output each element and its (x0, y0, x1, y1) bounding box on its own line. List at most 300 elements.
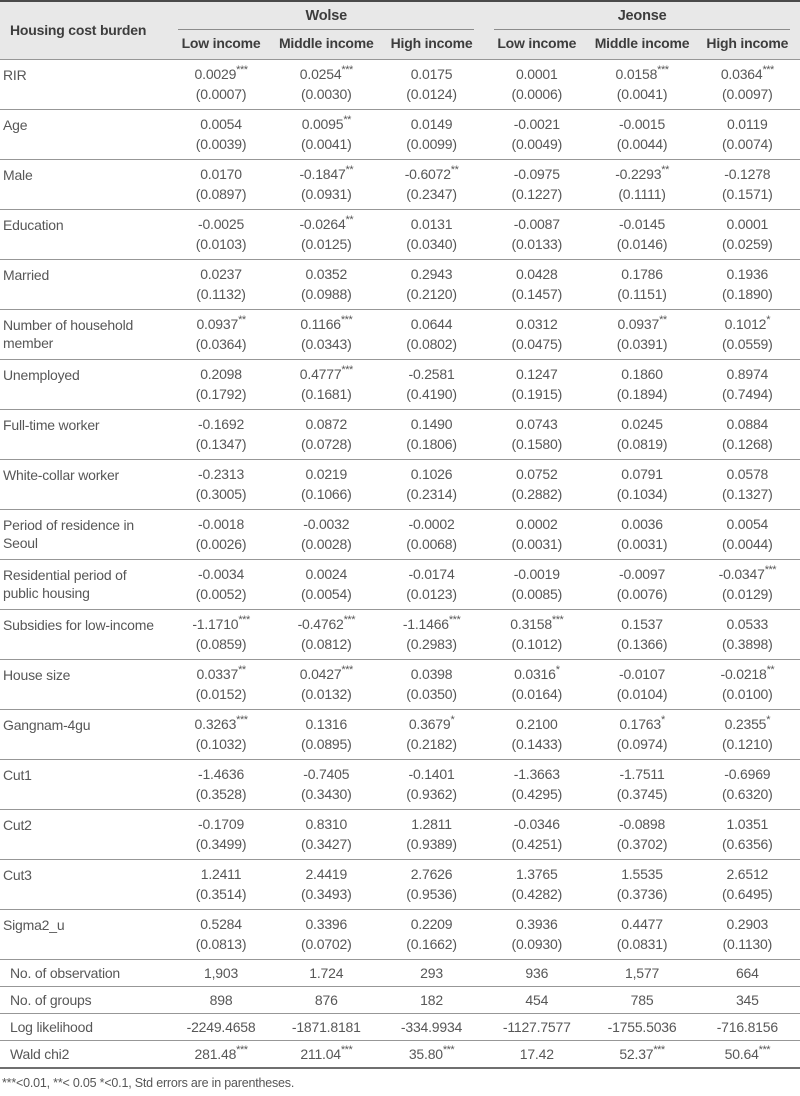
significance-stars: *** (657, 64, 669, 76)
coef-cell-value: 0.1012 (724, 316, 767, 332)
se-cell: (0.1894) (616, 386, 668, 402)
se-cell: (0.0124) (406, 86, 457, 102)
summary-cell (379, 987, 484, 1014)
row-label: House size (0, 660, 168, 710)
se-cell: (0.1210) (722, 736, 773, 752)
coef-cell (379, 210, 484, 236)
coef-cell (274, 710, 379, 736)
summary-cell-value: 1,903 (204, 964, 239, 981)
coef-cell (695, 360, 800, 386)
se-cell: (0.0068) (406, 536, 457, 552)
coef-cell (379, 60, 484, 86)
coef-cell (274, 210, 379, 236)
summary-cell-value: -2249.4658 (186, 1018, 256, 1035)
coef-cell-value: 0.2943 (410, 266, 453, 282)
coef-cell-value: 0.1490 (410, 416, 453, 432)
se-cell: (0.0931) (301, 186, 352, 202)
summary-cell (274, 1041, 379, 1069)
coef-cell-value: -0.6072 (404, 166, 451, 182)
variable-coef-row (0, 610, 800, 636)
se-cell: (0.1580) (511, 436, 563, 452)
coef-cell-value: 0.0398 (410, 666, 453, 682)
summary-cell-value: -1127.7577 (502, 1018, 571, 1035)
coef-cell-value: 1.2811 (411, 816, 452, 832)
coef-cell-value: 0.0364 (720, 66, 763, 82)
coef-cell (484, 510, 589, 536)
coef-cell (274, 810, 379, 836)
summary-cell-value: 50.64 (724, 1045, 759, 1062)
coef-cell (168, 260, 273, 286)
coef-cell-value: 0.1166 (300, 316, 341, 332)
coef-cell (589, 510, 694, 536)
coef-cell-value: -0.0975 (513, 166, 560, 182)
coef-cell-value: -0.0346 (513, 816, 560, 832)
coef-cell-value: 0.0158 (615, 66, 658, 82)
group-label-wolse: Wolse (178, 8, 474, 30)
coef-cell (168, 310, 273, 336)
summary-cell-value: 1,577 (625, 964, 660, 981)
coef-cell-value: -0.0347 (718, 566, 765, 582)
coef-cell-value: 1.2411 (200, 866, 242, 882)
se-cell: (0.9362) (406, 786, 457, 802)
variable-coef-row (0, 860, 800, 886)
summary-cell-value: 345 (735, 991, 759, 1008)
coef-cell (379, 110, 484, 136)
coef-cell (484, 260, 589, 286)
coef-cell (274, 860, 379, 886)
coef-cell-value: -0.0898 (618, 816, 666, 832)
se-cell: (0.0343) (301, 336, 352, 352)
coef-cell-value: 0.0752 (515, 466, 558, 482)
summary-label: Log likelihood (0, 1014, 168, 1041)
se-cell: (0.3493) (301, 886, 352, 902)
summary-cell (274, 987, 379, 1014)
coef-cell (168, 760, 273, 786)
coef-cell (589, 360, 694, 386)
significance-stars: * (766, 314, 771, 326)
summary-cell-value: 52.37 (619, 1045, 654, 1062)
coef-cell-value: 0.0245 (621, 416, 663, 432)
coef-cell (484, 110, 589, 136)
se-cell: (0.6495) (722, 886, 773, 902)
coef-cell (695, 510, 800, 536)
summary-cell (168, 1041, 273, 1069)
summary-cell (695, 987, 800, 1014)
se-cell: (0.2882) (511, 486, 563, 502)
coef-cell-value: 0.2209 (410, 916, 453, 932)
variable-coef-row (0, 510, 800, 536)
row-label: Sigma2_u (0, 910, 168, 960)
row-label: Cut3 (0, 860, 168, 910)
row-label: Number of household member (0, 310, 168, 360)
coef-cell (589, 210, 694, 236)
se-cell: (0.0041) (616, 86, 668, 102)
coef-cell-value: 2.4419 (305, 866, 348, 882)
coef-cell-value: 0.2098 (200, 366, 242, 382)
se-cell: (0.0802) (406, 336, 457, 352)
summary-cell-value: 281.48 (194, 1045, 237, 1062)
coef-cell-value: 0.0001 (515, 66, 558, 82)
significance-stars: ** (659, 314, 667, 326)
coef-cell (168, 910, 273, 936)
coef-cell-value: 0.1537 (621, 616, 663, 632)
coef-cell (274, 510, 379, 536)
coef-cell (484, 760, 589, 786)
subheader-jeonse-high: High income (706, 35, 789, 51)
se-cell: (0.3528) (195, 786, 247, 802)
significance-stars: *** (236, 1043, 248, 1056)
significance-stars: *** (551, 614, 564, 626)
coef-cell-value: 0.1316 (305, 716, 348, 732)
coef-cell-value: -0.0032 (303, 516, 350, 532)
se-cell: (0.1034) (616, 486, 668, 502)
coef-cell-value: 0.1763 (619, 716, 661, 732)
coef-cell-value: 0.3158 (510, 616, 552, 632)
significance-stars: ** (238, 664, 246, 676)
summary-row (0, 960, 800, 987)
significance-stars: *** (343, 614, 355, 626)
se-cell: (0.0074) (722, 136, 773, 152)
se-cell: (0.0123) (406, 586, 457, 602)
coef-cell (168, 560, 273, 586)
variable-coef-row (0, 460, 800, 486)
se-cell: (0.0813) (195, 936, 247, 952)
significance-stars: * (555, 664, 560, 676)
significance-stars: ** (343, 114, 351, 126)
se-cell: (0.0559) (722, 336, 773, 352)
summary-cell (484, 960, 589, 987)
significance-stars: ** (450, 164, 459, 176)
se-cell: (0.0007) (195, 86, 247, 102)
subheader-jeonse-low: Low income (497, 35, 577, 51)
coef-cell-value: 1.0351 (726, 816, 769, 832)
se-cell: (0.6356) (722, 836, 773, 852)
coef-cell-value: -0.0021 (513, 116, 560, 132)
summary-cell-value: -1755.5036 (607, 1018, 677, 1035)
coef-cell (484, 910, 589, 936)
coef-cell (274, 310, 379, 336)
row-label: Unemployed (0, 360, 168, 410)
coef-cell (695, 460, 800, 486)
summary-cell (589, 1041, 694, 1069)
summary-row (0, 1041, 800, 1069)
coef-cell (484, 660, 589, 686)
coef-cell (484, 410, 589, 436)
se-cell: (0.0152) (195, 686, 247, 702)
coef-cell-value: 0.3679 (408, 716, 451, 732)
coef-cell (589, 310, 694, 336)
coef-cell (484, 560, 589, 586)
variable-coef-row (0, 160, 800, 186)
se-cell: (0.1227) (511, 186, 563, 202)
row-label: Period of residence in Seoul (0, 510, 168, 560)
variable-coef-row (0, 410, 800, 436)
coef-cell (379, 860, 484, 886)
coef-cell-value: 0.0533 (726, 616, 769, 632)
coef-cell (589, 410, 694, 436)
coef-cell-value: 0.0337 (196, 666, 239, 682)
coef-cell (379, 910, 484, 936)
se-cell: (0.1662) (406, 936, 457, 952)
se-cell: (0.9389) (406, 836, 457, 852)
se-cell: (0.1032) (195, 736, 247, 752)
coef-cell-value: 0.0001 (726, 216, 769, 232)
se-cell: (0.1151) (617, 286, 667, 302)
coef-cell-value: 0.0024 (305, 566, 348, 582)
coef-cell-value: -0.2581 (408, 366, 455, 382)
se-cell: (0.7494) (722, 386, 773, 402)
coef-cell (484, 610, 589, 636)
subheader-jeonse-middle: Middle income (594, 35, 690, 51)
se-cell: (0.4251) (511, 836, 563, 852)
variable-coef-row (0, 910, 800, 936)
coef-cell-value: -0.1847 (299, 166, 346, 182)
coef-cell-value: 0.0131 (410, 216, 453, 232)
coef-cell-value: -0.2293 (615, 166, 662, 182)
summary-cell-value: 1.724 (309, 964, 344, 981)
se-cell: (0.1457) (511, 286, 563, 302)
coef-cell (589, 110, 694, 136)
coef-cell (484, 210, 589, 236)
coef-cell-value: -0.0087 (513, 216, 560, 232)
significance-stars: * (660, 714, 665, 726)
coef-cell (379, 260, 484, 286)
coef-cell-value: 0.0743 (515, 416, 558, 432)
se-cell: (0.1792) (195, 386, 247, 402)
se-cell: (0.0895) (301, 736, 352, 752)
coef-cell (695, 260, 800, 286)
coef-cell-value: -0.0019 (513, 566, 560, 582)
coef-cell-value: 0.8974 (726, 366, 769, 382)
se-cell: (0.0125) (301, 236, 352, 252)
se-cell: (0.1366) (616, 636, 668, 652)
coef-cell-value: -0.1401 (408, 766, 455, 782)
coef-cell (484, 160, 589, 186)
se-cell: (0.0028) (301, 536, 352, 552)
coef-cell-value: -0.0174 (408, 566, 455, 582)
coef-cell (379, 660, 484, 686)
coef-cell (379, 560, 484, 586)
coef-cell-value: 0.1026 (410, 466, 453, 482)
significance-stars: *** (442, 1043, 455, 1056)
se-cell: (0.1066) (301, 486, 352, 502)
coef-cell (589, 660, 694, 686)
se-cell: (0.0054) (301, 586, 352, 602)
coef-cell (695, 560, 800, 586)
coef-cell-value: 0.0937 (617, 316, 660, 332)
se-cell: (0.1130) (722, 936, 773, 952)
coef-cell (589, 860, 694, 886)
coef-cell (168, 610, 273, 636)
coef-cell (695, 810, 800, 836)
coef-cell (168, 810, 273, 836)
se-cell: (0.1268) (722, 436, 773, 452)
coef-cell-value: 0.0316 (514, 666, 556, 682)
se-cell: (0.2182) (406, 736, 457, 752)
coef-cell (589, 760, 694, 786)
se-cell: (0.0988) (301, 286, 352, 302)
se-cell: (0.0350) (406, 686, 457, 702)
coef-cell (379, 460, 484, 486)
summary-cell (274, 960, 379, 987)
coef-cell-value: 0.2355 (724, 716, 767, 732)
significance-stars: *** (448, 614, 461, 626)
row-label: RIR (0, 60, 168, 110)
summary-cell (484, 987, 589, 1014)
se-cell: (0.0475) (511, 336, 563, 352)
coef-cell-value: -0.1278 (724, 166, 771, 182)
summary-cell (379, 1041, 484, 1069)
coef-cell-value: -0.0107 (618, 666, 666, 682)
coef-cell (274, 910, 379, 936)
coef-cell (695, 760, 800, 786)
coef-cell (695, 710, 800, 736)
coef-cell (695, 860, 800, 886)
coef-cell-value: -0.1709 (197, 816, 245, 832)
coef-cell-value: 0.1786 (621, 266, 663, 282)
se-cell: (0.1012) (511, 636, 563, 652)
se-cell: (0.2120) (406, 286, 457, 302)
row-label: Residential period of public housing (0, 560, 168, 610)
subheader-wolse-middle: Middle income (278, 35, 374, 51)
coef-cell (168, 510, 273, 536)
coef-cell (589, 60, 694, 86)
summary-cell (695, 960, 800, 987)
coef-cell (484, 360, 589, 386)
summary-cell-value: -716.8156 (716, 1018, 778, 1035)
se-cell: (0.0132) (301, 686, 352, 702)
coef-cell-value: 0.5284 (200, 916, 242, 932)
coef-cell (484, 310, 589, 336)
variable-coef-row (0, 310, 800, 336)
coef-cell (589, 910, 694, 936)
se-cell: (0.3005) (195, 486, 247, 502)
coef-cell-value: 0.0170 (200, 166, 242, 182)
se-cell: (0.1806) (406, 436, 457, 452)
coef-cell-value: 0.0002 (515, 516, 558, 532)
se-cell: (0.0391) (616, 336, 668, 352)
coef-cell (695, 410, 800, 436)
row-label: Subsidies for low-income (0, 610, 168, 660)
summary-cell-value: 876 (314, 991, 338, 1008)
coef-cell-value: 0.0254 (299, 66, 342, 82)
coef-cell (379, 760, 484, 786)
row-label: Married (0, 260, 168, 310)
coef-cell (168, 660, 273, 686)
summary-cell (168, 960, 273, 987)
variable-coef-row (0, 710, 800, 736)
coef-cell (695, 160, 800, 186)
table-body (0, 60, 800, 1069)
coef-cell (168, 210, 273, 236)
row-label: White-collar worker (0, 460, 168, 510)
coef-cell (379, 510, 484, 536)
se-cell: (0.6320) (722, 786, 773, 802)
coef-cell-value: -1.1466 (402, 616, 449, 632)
coef-cell (274, 560, 379, 586)
coef-cell (274, 410, 379, 436)
se-cell: (0.0812) (301, 636, 352, 652)
summary-cell (589, 1014, 694, 1041)
coef-cell (484, 60, 589, 86)
row-label: Cut2 (0, 810, 168, 860)
se-cell: (0.1571) (722, 186, 773, 202)
coef-cell (379, 360, 484, 386)
summary-cell-value: 17.42 (519, 1045, 554, 1062)
coef-cell-value: -1.1710 (192, 616, 239, 632)
coef-cell-value: 0.0119 (727, 116, 768, 132)
se-cell: (0.2314) (406, 486, 457, 502)
se-cell: (0.0164) (511, 686, 563, 702)
coef-cell-value: 0.4777 (299, 366, 342, 382)
coef-cell (274, 110, 379, 136)
significance-stars: ** (238, 314, 246, 326)
variable-coef-row (0, 560, 800, 586)
coef-cell (168, 160, 273, 186)
coef-cell (274, 160, 379, 186)
coef-cell-value: -0.0002 (408, 516, 455, 532)
coef-cell (695, 610, 800, 636)
se-cell: (0.1327) (722, 486, 773, 502)
significance-stars: *** (340, 1043, 353, 1056)
row-label: Cut1 (0, 760, 168, 810)
significance-stars: *** (764, 564, 777, 576)
se-cell: (0.1433) (511, 736, 563, 752)
coef-cell (484, 710, 589, 736)
group-label-jeonse: Jeonse (494, 8, 790, 30)
se-cell: (0.0340) (406, 236, 457, 252)
se-cell: (0.0728) (301, 436, 352, 452)
coef-cell (168, 410, 273, 436)
coef-cell-value: 0.0884 (726, 416, 769, 432)
significance-stars: *** (341, 64, 353, 76)
coef-cell-value: 0.3396 (305, 916, 348, 932)
coef-cell-value: -0.0264 (299, 216, 346, 232)
coef-cell-value: 0.0149 (410, 116, 453, 132)
significance-stars: *** (238, 614, 250, 626)
coef-cell-value: 0.0054 (726, 516, 769, 532)
coef-cell (379, 160, 484, 186)
significance-stars: *** (236, 64, 248, 76)
summary-cell-value: 182 (420, 991, 443, 1008)
coef-cell (379, 410, 484, 436)
summary-label: No. of groups (0, 987, 168, 1014)
summary-cell (484, 1014, 589, 1041)
summary-cell (274, 1014, 379, 1041)
summary-cell (589, 960, 694, 987)
significance-stars: ** (345, 164, 354, 176)
coef-cell-value: 0.0937 (196, 316, 239, 332)
row-label: Full-time worker (0, 410, 168, 460)
coef-cell-value: 0.1936 (726, 266, 769, 282)
coef-cell (695, 60, 800, 86)
se-cell: (0.0364) (195, 336, 247, 352)
significance-stars: *** (236, 714, 248, 726)
se-cell: (0.0859) (195, 636, 247, 652)
coef-cell-value: 0.0312 (515, 316, 558, 332)
se-cell: (0.3514) (195, 886, 247, 902)
variable-coef-row (0, 60, 800, 86)
variable-coef-row (0, 810, 800, 836)
se-cell: (0.4190) (406, 386, 457, 402)
coef-cell-value: 0.2100 (515, 716, 558, 732)
se-cell: (0.1111) (618, 186, 666, 202)
coef-cell-value: 0.0644 (410, 316, 453, 332)
coef-cell-value: -1.4636 (197, 766, 245, 782)
variable-coef-row (0, 260, 800, 286)
coef-cell (274, 660, 379, 686)
summary-cell (379, 1014, 484, 1041)
